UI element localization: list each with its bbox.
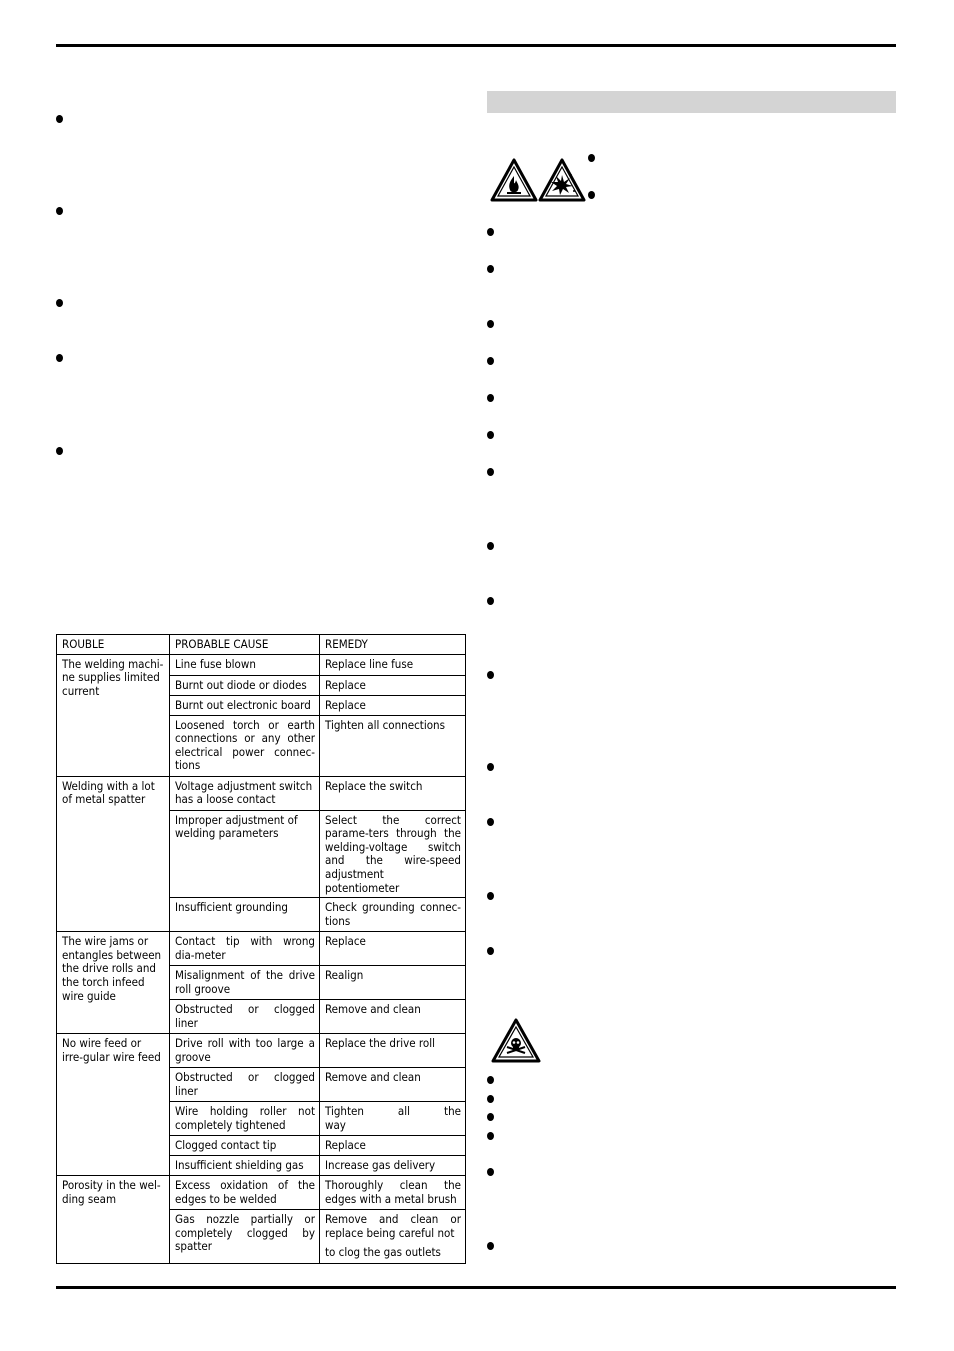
cause-cell: Burnt out electronic board [170,695,320,715]
bullet [487,357,494,365]
bullet [56,207,63,215]
cause-cell: Burnt out diode or diodes [170,675,320,695]
remedy-cell: Remove and clean [320,1000,466,1034]
cause-cell: Excess oxidation of the edges to be welded [170,1176,320,1210]
remedy-cell: Replace [320,695,466,715]
cause-cell: Insufficient grounding [170,898,320,932]
bullet [487,1168,494,1176]
bullet [588,191,595,199]
cause-cell: Misalignment of the drive roll groove [170,966,320,1000]
bullet [487,818,494,826]
cause-cell: Drive roll with too large a groove [170,1034,320,1068]
bullet [487,1242,494,1250]
remedy-text-continued: to clog the gas outlets [325,1245,441,1260]
cause-cell: Wire holding roller not completely tightened [170,1102,320,1136]
cause-cell: Line fuse blown [170,654,320,675]
bullet [487,1113,494,1121]
trouble-cell: The wire jams or entangles between the drive rolls and the torch infeed wire guide [57,932,170,1034]
bullet [487,468,494,476]
bullet [487,431,494,439]
remedy-cell: Replace [320,932,466,966]
bullet [56,354,63,362]
table-row [57,776,466,810]
toxic-warning-icon [491,1018,541,1064]
trouble-cell: Welding with a lot of metal spatter [57,776,170,932]
remedy-cell: Replace the switch [320,776,466,810]
remedy-cell: Replace [320,1136,466,1156]
trouble-cell: The welding machi-ne supplies limited current [57,654,170,776]
remedy-cell: Tighten all the way [320,1102,466,1136]
cause-cell: Contact tip with wrong dia-meter [170,932,320,966]
remedy-cell: Realign [320,966,466,1000]
explosion-warning-icon [538,158,586,202]
table-row [57,654,466,675]
remedy-cell: Replace line fuse [320,654,466,675]
table-header-row [57,635,466,655]
table-row [57,1176,466,1210]
cause-cell: Insufficient shielding gas [170,1156,320,1176]
trouble-cell: Porosity in the wel-ding seam [57,1176,170,1264]
bullet [487,394,494,402]
cause-cell: Clogged contact tip [170,1136,320,1156]
cause-cell: Loosened torch or earth connections or any other electrical power connec-tions [170,715,320,776]
bullet [56,299,63,307]
bullet [487,265,494,273]
bullet [487,947,494,955]
column-header-trouble: ROUBLE [57,635,170,655]
table-row [57,1034,466,1068]
bullet [588,154,595,162]
troubleshooting-table [56,634,466,1264]
remedy-cell: Increase gas delivery [320,1156,466,1176]
column-header-remedy: REMEDY [320,635,466,655]
remedy-cell: Tighten all connections [320,715,466,776]
remedy-cell: Remove and clean [320,1068,466,1102]
bullet [487,597,494,605]
bullet [487,1132,494,1140]
fire-warning-icon [490,158,538,202]
cause-cell: Obstructed or clogged liner [170,1000,320,1034]
bullet [487,763,494,771]
bullet [487,542,494,550]
bullet [56,447,63,455]
bullet [487,228,494,236]
bullet [487,892,494,900]
cause-cell: Improper adjustment of welding parameters [170,810,320,898]
remedy-cell: Select the correct parame-ters through the welding-voltage switch and the wire-speed adjustment potentiometer [320,810,466,898]
bullet [487,1076,494,1084]
remedy-cell: Check grounding connec-tions [320,898,466,932]
bullet [487,671,494,679]
remedy-cell: Thoroughly clean the edges with a metal brush [320,1176,466,1210]
remedy-cell: Replace [320,675,466,695]
bullet [56,115,63,123]
footer-rule [56,1286,896,1289]
header-rule [56,44,896,47]
section-heading-bar [487,91,896,113]
cause-cell: Voltage adjustment switch has a loose contact [170,776,320,810]
remedy-text: Remove and clean or replace being careful not [325,1212,461,1240]
remedy-cell [320,1210,466,1264]
trouble-cell: No wire feed or irre-gular wire feed [57,1034,170,1176]
bullet [487,1095,494,1103]
table-row [57,932,466,966]
remedy-cell: Replace the drive roll [320,1034,466,1068]
cause-cell: Gas nozzle partially or completely clogged by spatter [170,1210,320,1264]
cause-cell: Obstructed or clogged liner [170,1068,320,1102]
bullet [487,320,494,328]
column-header-probable-cause: PROBABLE CAUSE [170,635,320,655]
